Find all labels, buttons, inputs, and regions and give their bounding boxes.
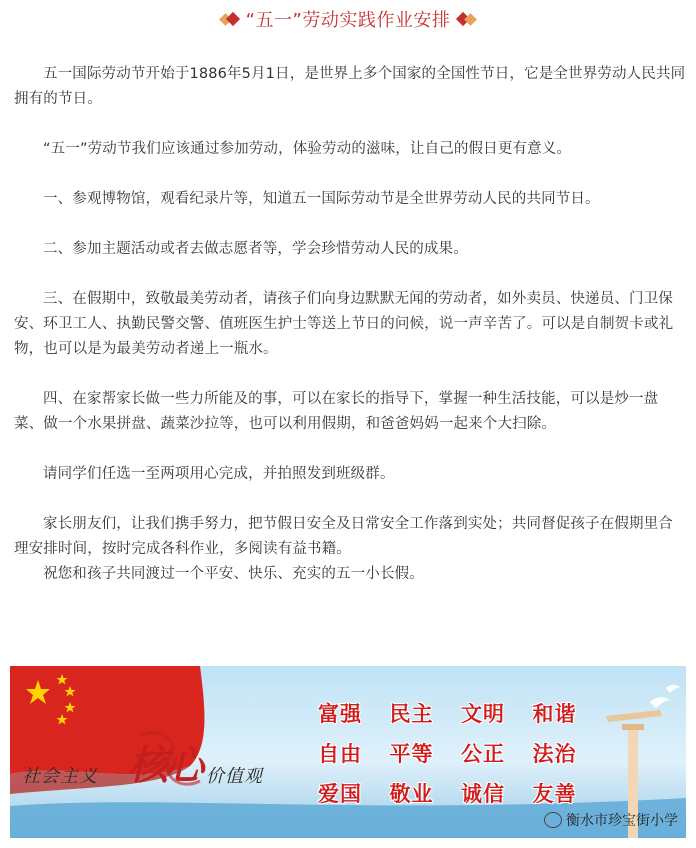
- paragraph-item-1: 一、参观博物馆，观看纪录片等，知道五一国际劳动节是全世界劳动人民的共同节日。: [43, 191, 600, 207]
- paragraph-instruction: 请同学们任选一至两项用心完成，并拍照发到班级群。: [43, 466, 395, 482]
- wechat-icon: [544, 812, 562, 828]
- value-item: 民主: [389, 702, 434, 726]
- school-name: 衡水市珍宝街小学: [566, 813, 678, 829]
- value-item: 公正: [461, 742, 505, 766]
- core-values-banner: [10, 666, 686, 838]
- value-item: 和谐: [532, 702, 577, 726]
- paragraph-item-3: 三、在假期中，致敬最美劳动者，请孩子们向身边默默无闻的劳动者，如外卖员、快递员、门卫保安、环卫工人、执勤民警交警、值班医生护士等送上节日的问候，说一声辛苦了。可以是自制贺卡或礼物，也可以是为最美劳动者递上一瓶水。: [14, 291, 674, 357]
- paragraph-parents: 家长朋友们，让我们携手努力，把节假日安全及日常安全工作落到实处；共同督促孩子在假期里合理安排时间，按时完成各科作业，多阅读有益书籍。: [14, 516, 673, 557]
- right-diamond-ornament-icon: [458, 14, 475, 24]
- value-item: 爱国: [318, 782, 362, 806]
- page-title: “五一”劳动实践作业安排: [245, 10, 451, 31]
- paragraph-purpose: “五一”劳动节我们应该通过参加劳动，体验劳动的滋味，让自己的假日更有意义。: [43, 141, 572, 157]
- value-item: 富强: [318, 702, 362, 726]
- core-values-grid: [318, 698, 588, 808]
- paragraph-wishes: 祝您和孩子共同渡过一个平安、快乐、充实的五一小长假。: [43, 566, 424, 582]
- paragraph-item-4: 四、在家帮家长做一些力所能及的事，可以在家长的指导下，掌握一种生活技能，可以是炒一盘菜、做一个水果拼盘、蔬菜沙拉等，也可以利用假期，和爸爸妈妈一起来个大扫除。: [14, 391, 659, 432]
- paragraph-intro: 五一国际劳动节开始于1886年5月1日，是世界上多个国家的全国性节日，它是全世界劳动人民共同拥有的节日。: [14, 66, 686, 107]
- value-item: 平等: [389, 742, 434, 766]
- banner-prefix-text: 社会主义: [22, 766, 98, 787]
- value-item: 自由: [318, 742, 362, 766]
- value-item: 诚信: [461, 782, 505, 806]
- title-bar: [0, 6, 696, 32]
- left-diamond-ornament-icon: [221, 14, 238, 24]
- value-item: 友善: [532, 782, 577, 806]
- paragraph-item-2: 二、参加主题活动或者去做志愿者等，学会珍惜劳动人民的成果。: [43, 241, 468, 257]
- dove-icon: [650, 697, 670, 708]
- article-body: [14, 62, 686, 587]
- value-item: 法治: [532, 742, 577, 766]
- value-item: 文明: [461, 702, 505, 726]
- banner-suffix-text: 价值观: [206, 766, 263, 787]
- value-item: 敬业: [389, 782, 434, 806]
- school-watermark: [544, 810, 678, 830]
- banner-hexin-calligraphy: 核心: [128, 742, 200, 789]
